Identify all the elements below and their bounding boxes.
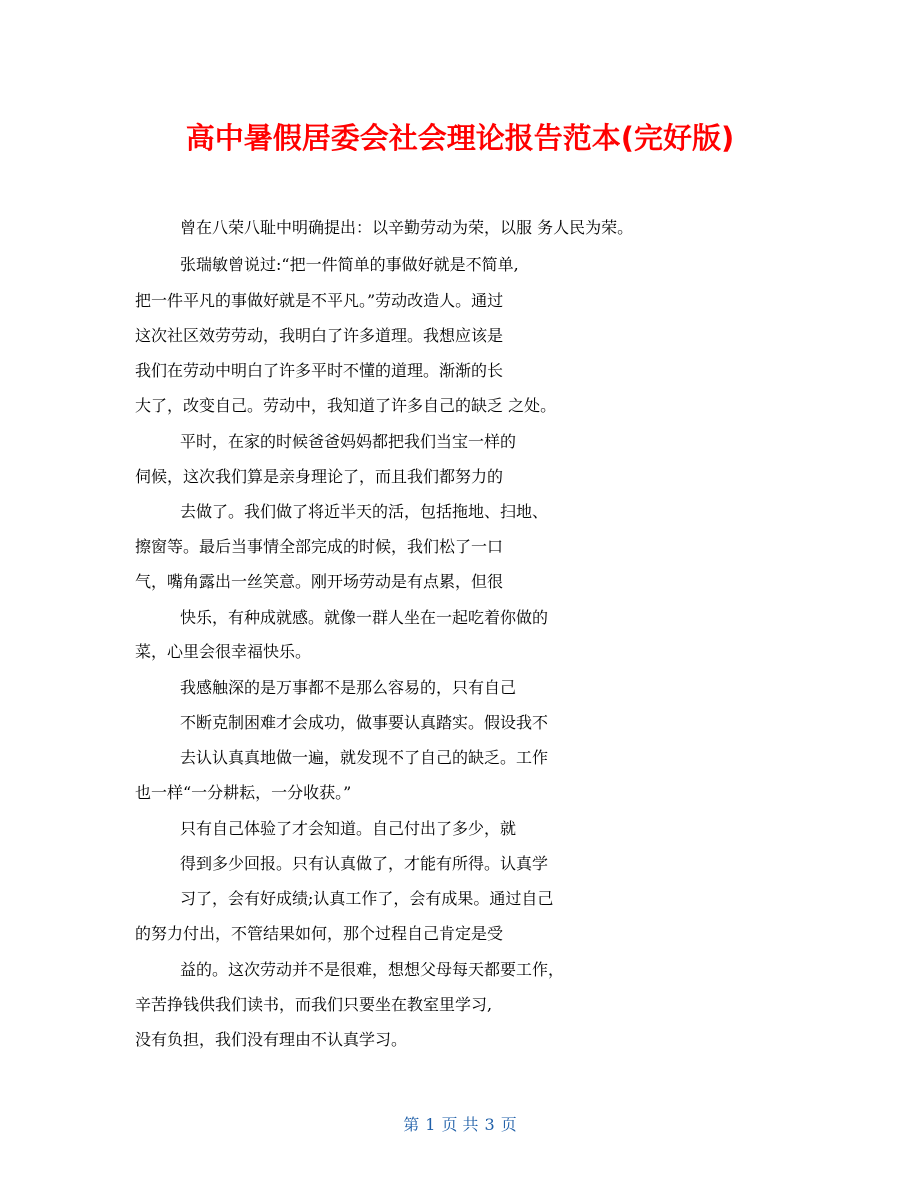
footer-page-number: 1: [425, 1115, 436, 1134]
footer-total-pages: 3: [484, 1115, 495, 1134]
text-line: 益的。这次劳动并不是很难，想想父母每天都要工作，: [180, 960, 565, 979]
page-footer: [0, 1114, 920, 1136]
text-line: 伺候，这次我们算是亲身理论了，而且我们都努力的: [135, 467, 504, 486]
text-line: 把一件平凡的事做好就是不平凡。”劳动改造人。通过: [135, 291, 504, 310]
text-line: 辛苦挣钱供我们读书，而我们只要坐在教室里学习,: [135, 995, 493, 1014]
text-line: 只有自己体验了才会知道。自己付出了多少，就: [180, 819, 517, 838]
text-line: 的努力付出，不管结果如何，那个过程自己肯定是受: [135, 924, 504, 943]
text-line: 菜，心里会很幸福快乐。: [135, 642, 312, 661]
text-line: 平时，在家的时候爸爸妈妈都把我们当宝一样的: [180, 432, 517, 451]
footer-middle: 页 共: [441, 1115, 479, 1134]
text-line: 大了，改变自己。劳动中，我知道了许多自己的缺乏 之处。: [135, 396, 557, 415]
text-line: 这次社区效劳劳动，我明白了许多道理。我想应该是: [135, 326, 504, 345]
text-line: 得到多少回报。只有认真做了，才能有所得。认真学: [180, 854, 549, 873]
text-line: 不断克制困难才会成功，做事要认真踏实。假设我不: [180, 713, 549, 732]
text-line: 我感触深的是万事都不是那么容易的，只有自己: [180, 678, 517, 697]
text-line: 快乐，有种成就感。就像一群人坐在一起吃着你做的: [180, 608, 549, 627]
text-line: 习了，会有好成绩;认真工作了，会有成果。通过自己: [180, 889, 554, 908]
text-line: 曾在八荣八耻中明确提出：以辛勤劳动为荣，以服 务人民为荣。: [180, 218, 634, 237]
text-line: 擦窗等。最后当事情全部完成的时候，我们松了一口: [135, 537, 504, 556]
text-line: 气，嘴角露出一丝笑意。刚开场劳动是有点累，但很: [135, 572, 504, 591]
text-line: 没有负担，我们没有理由不认真学习。: [135, 1030, 408, 1049]
document-title: 高中暑假居委会社会理论报告范本(完好版): [185, 121, 735, 155]
footer-suffix: 页: [500, 1115, 517, 1134]
text-line: 去做了。我们做了将近半天的活，包括拖地、扫地、: [180, 502, 549, 521]
footer-prefix: 第: [403, 1115, 420, 1134]
text-line: 去认认真真地做一遍，就发现不了自己的缺乏。工作: [180, 748, 549, 767]
text-line: 张瑞敏曾说过:“把一件简单的事做好就是不简单,: [180, 255, 519, 274]
text-line: 我们在劳动中明白了许多平时不懂的道理。渐渐的长: [135, 361, 504, 380]
text-line: 也一样“一分耕耘，一分收获。”: [135, 783, 352, 802]
